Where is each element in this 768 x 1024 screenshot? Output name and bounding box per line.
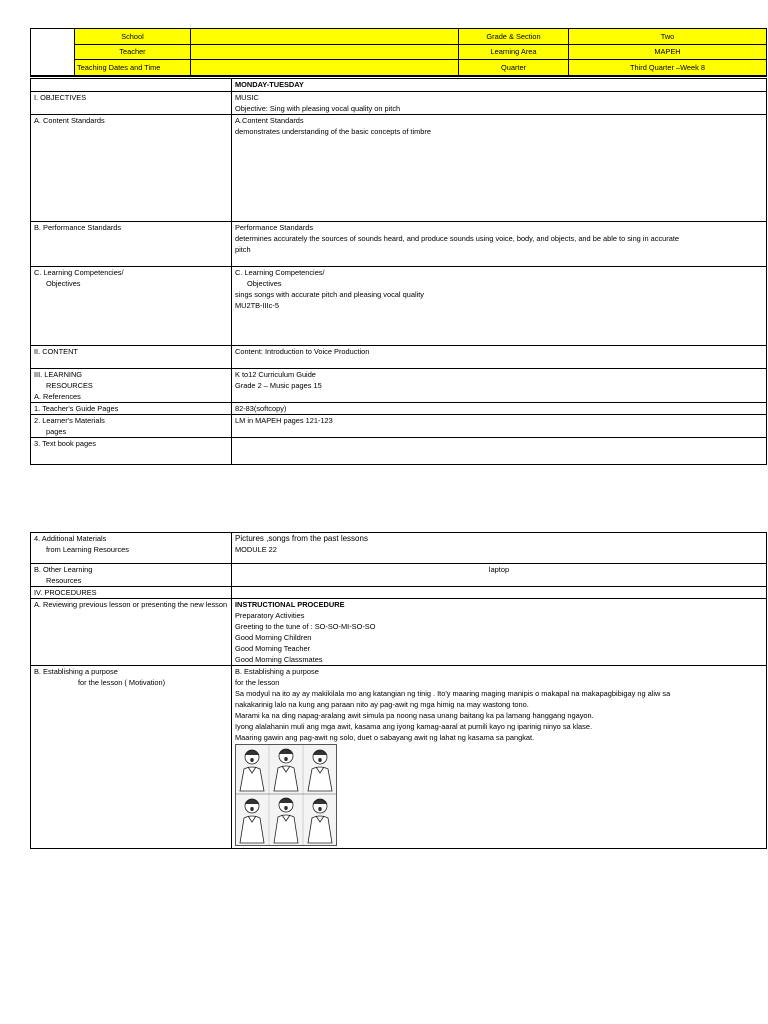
textbook-label: 3. Text book pages (31, 438, 232, 465)
additional-materials-cell (232, 533, 767, 564)
review-line-4: Good Morning Children (235, 633, 312, 642)
additional-materials-line-1: Pictures ,songs from the past lessons (235, 534, 368, 543)
purpose-label-cell (31, 666, 232, 849)
resources-cell (232, 369, 767, 403)
teachers-guide-value: 82-83(softcopy) (232, 403, 767, 415)
competencies-line-4: MU2TB-IIIc-5 (235, 301, 279, 310)
additional-materials-label-2: from Learning Resources (46, 545, 129, 554)
other-resources-label-2: Resources (46, 576, 82, 585)
competencies-label-1: C. Learning Competencies/ (34, 268, 124, 277)
table-row (31, 564, 767, 587)
review-line-2: Preparatory Activities (235, 611, 305, 620)
day-label-cell (31, 79, 232, 92)
table-row (31, 222, 767, 267)
competencies-line-1: C. Learning Competencies/ (235, 268, 325, 277)
performance-standards-label: B. Performance Standards (31, 222, 232, 267)
additional-materials-label-cell (31, 533, 232, 564)
area-label: Learning Area (459, 44, 569, 60)
purpose-line-1: B. Establishing a purpose (235, 667, 319, 676)
table-row (31, 115, 767, 222)
performance-standards-line-3: pitch (235, 245, 251, 254)
table-row (31, 369, 767, 403)
table-row (31, 599, 767, 666)
purpose-line-2: for the lesson (235, 678, 280, 687)
other-resources-label-cell (31, 564, 232, 587)
resources-label-2: RESOURCES (46, 381, 93, 390)
competencies-line-3: sings songs with accurate pitch and pleasing vocal quality (235, 290, 424, 299)
objectives-line-2: Objective: Sing with pleasing vocal quality on pitch (235, 104, 401, 113)
table-row (31, 403, 767, 415)
performance-standards-cell (232, 222, 767, 267)
textbook-value (232, 438, 767, 465)
content-standards-label: A. Content Standards (31, 115, 232, 222)
procedures-label: IV. PROCEDURES (31, 587, 232, 599)
teacher-value (191, 44, 459, 60)
quarter-label: Quarter (459, 60, 569, 76)
area-value: MAPEH (569, 44, 767, 60)
teacher-label: Teacher (75, 44, 191, 60)
competencies-cell (232, 267, 767, 346)
singers-illustration (235, 744, 337, 846)
learners-materials-label-1: 2. Learner's Materials (34, 416, 105, 425)
table-row (31, 79, 767, 92)
content-standards-line-2: demonstrates understanding of the basic concepts of timbre (235, 127, 431, 136)
table-row (31, 666, 767, 849)
other-resources-value: laptop (232, 564, 767, 587)
purpose-cell (232, 666, 767, 849)
dates-value (191, 60, 459, 76)
review-line-3: Greeting to the tune of : SO-SO-MI-SO-SO (235, 622, 376, 631)
purpose-line-3: Sa modyul na ito ay ay makikilala mo ang katangian ng tinig . Ito'y maaring maging manipis o makapal na makapagbibigay ng aliw sa (235, 689, 671, 698)
competencies-label-2: Objectives (46, 279, 81, 288)
review-label: A. Reviewing previous lesson or presenting the new lesson (31, 599, 232, 666)
review-line-5: Good Morning Teacher (235, 644, 311, 653)
content-label: II. CONTENT (31, 346, 232, 369)
resources-label-3: A. References (34, 392, 81, 401)
table-row (31, 92, 767, 115)
school-value (191, 29, 459, 45)
singers-drawing (236, 745, 336, 845)
performance-standards-line-1: Performance Standards (235, 223, 314, 232)
table-row (31, 346, 767, 369)
other-resources-label-1: B. Other Learning (34, 565, 93, 574)
objectives-label: I. OBJECTIVES (31, 92, 232, 115)
purpose-label-1: B. Establishing a purpose (34, 667, 118, 676)
resources-line-1: K to12 Curriculum Guide (235, 370, 316, 379)
competencies-line-2: Objectives (247, 279, 282, 288)
objectives-line-1: MUSIC (235, 93, 259, 102)
content-standards-cell (232, 115, 767, 222)
header-table (30, 28, 767, 77)
additional-materials-label-1: 4. Additional Materials (34, 534, 107, 543)
grade-value: Two (569, 29, 767, 45)
additional-materials-line-2: MODULE 22 (235, 545, 277, 554)
review-line-6: Good Morning Classmates (235, 655, 323, 664)
day-heading: MONDAY-TUESDAY (232, 79, 767, 92)
purpose-line-7: Maaring gawin ang pag-awit ng solo, duet o sabayang awit ng lahat ng kasama sa pangkat. (235, 733, 535, 742)
table-row (31, 587, 767, 599)
dates-label: Teaching Dates and Time (75, 60, 191, 76)
objectives-cell (232, 92, 767, 115)
content-standards-line-1: A.Content Standards (235, 116, 304, 125)
learners-materials-value: LM in MAPEH pages 121-123 (232, 415, 767, 438)
review-line-1: INSTRUCTIONAL PROCEDURE (235, 600, 345, 609)
resources-label-cell (31, 369, 232, 403)
divider-line (30, 563, 140, 564)
competencies-label-cell (31, 267, 232, 346)
resources-line-2: Grade 2 – Music pages 15 (235, 381, 322, 390)
purpose-line-5: Marami ka na ding napag-aralang awit simula pa noong nasa unang baitang ka pa lamang hanggang ngayon. (235, 711, 594, 720)
table-row (31, 533, 767, 564)
review-cell (232, 599, 767, 666)
school-label: School (75, 29, 191, 45)
learners-materials-label-cell (31, 415, 232, 438)
procedures-value (232, 587, 767, 599)
purpose-label-2: for the lesson ( Motivation) (78, 678, 166, 687)
purpose-line-4: nakakarinig lalo na kung ang paraan nito ay pag-awit ng mga himig na may wastong tono. (235, 700, 529, 709)
content-value: Content: Introduction to Voice Production (232, 346, 767, 369)
lesson-plan-table-1 (30, 78, 767, 465)
lesson-plan-table-2 (30, 532, 767, 849)
performance-standards-line-2: determines accurately the sources of sounds heard, and produce sounds using voice, body, and objects, and be able to sing in accurate (235, 234, 679, 243)
quarter-value: Third Quarter –Week 8 (569, 60, 767, 76)
purpose-line-6: Iyong alalahanin muli ang mga awit, kasama ang iyong kamag-aaral at pumili kayo ng iparinig ninyo sa klase. (235, 722, 593, 731)
header-blank-cell (31, 29, 75, 77)
table-row (31, 415, 767, 438)
resources-label-1: III. LEARNING (34, 370, 83, 379)
learners-materials-label-2: pages (46, 427, 67, 436)
teachers-guide-label: 1. Teacher's Guide Pages (31, 403, 232, 415)
table-row (31, 267, 767, 346)
grade-label: Grade & Section (459, 29, 569, 45)
table-row (31, 438, 767, 465)
